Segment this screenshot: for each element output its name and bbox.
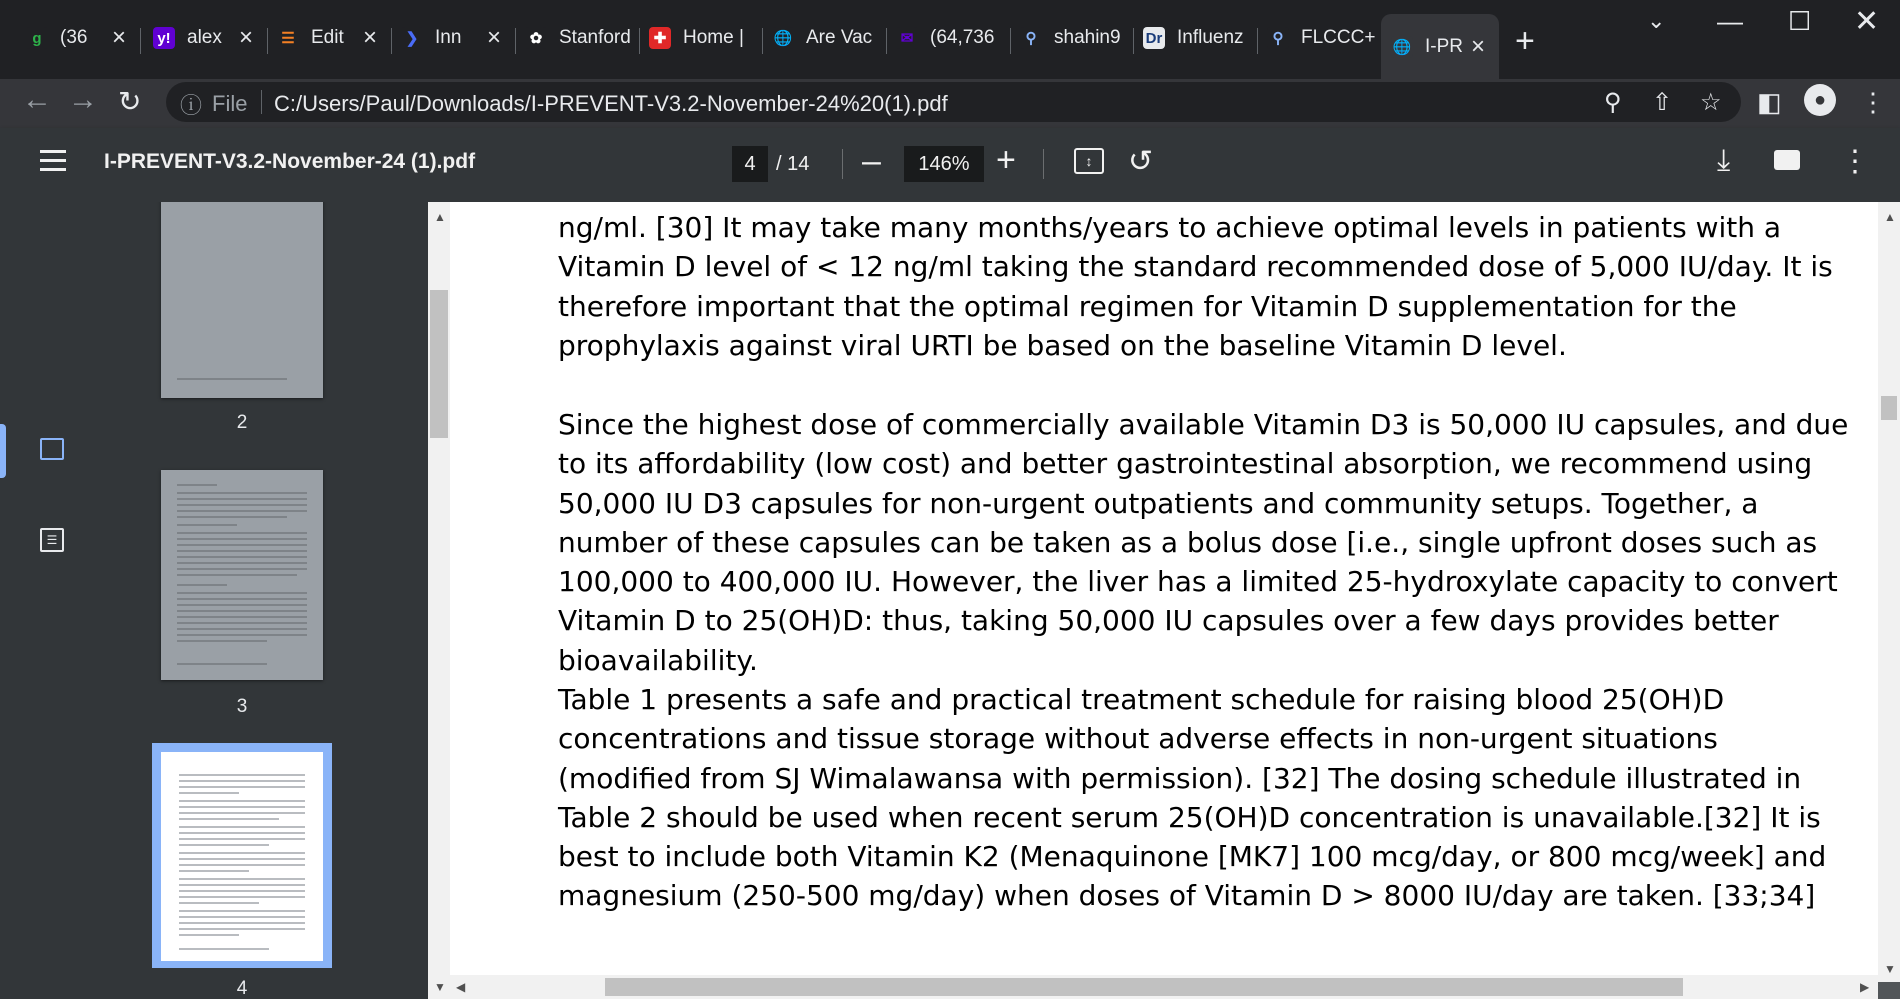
profile-avatar[interactable]: ● [1804,84,1836,116]
globe-icon: 🌐 [772,27,794,49]
pdf-more-icon[interactable]: ⋮ [1840,145,1870,178]
back-button[interactable]: ← [22,83,52,116]
tab-search-icon[interactable]: ⌄ [1647,8,1666,33]
zoom-level-input[interactable]: 146% [904,146,984,182]
page-thumbnail-3[interactable] [161,470,323,680]
reload-button[interactable]: ↻ [118,86,142,117]
address-bar[interactable] [166,82,1741,122]
page-total: / 14 [776,153,810,175]
page-thumbnail-2[interactable] [161,202,323,398]
forward-button[interactable]: → [68,83,98,116]
close-window-button[interactable]: ✕ [1854,5,1880,38]
tab-title: I-PR [1425,35,1463,57]
thumbnail-page-number: 4 [236,978,248,999]
page-thumbnail-4[interactable] [161,752,323,961]
maximize-button[interactable]: ☐ [1788,6,1812,36]
omnibox-divider [261,90,262,114]
sidebar-menu-icon[interactable] [40,150,66,172]
browser-tab[interactable] [391,20,515,56]
tab-title: Edit [311,27,344,48]
thumbnails-selected-indicator [0,424,6,478]
tab-title: (64,736 [930,27,995,48]
document-horizontal-scrollbar[interactable] [450,975,1878,999]
browser-tab[interactable] [639,20,762,56]
scroll-down-arrow[interactable]: ▼ [1884,962,1896,976]
tab-title: Home | [683,27,744,48]
tab-title: shahin9 [1054,27,1121,48]
tab-title: Stanford [559,27,631,48]
tab-separator [140,28,141,54]
tab-title: FLCCC+ [1301,27,1376,48]
browser-toolbar [0,79,1900,128]
tab-strip [0,0,1900,79]
tab-close-icon[interactable]: × [362,24,377,51]
tab-title: Influenz [1177,27,1244,48]
tab-close-icon[interactable]: × [486,24,501,51]
thumbnails-icon[interactable] [40,438,64,460]
plus-icon: ✚ [649,27,671,49]
side-panel-icon[interactable]: ◧ [1757,87,1782,117]
tab-favicon-icon: Dr [1143,27,1165,49]
thumbnail-page-number: 3 [236,696,248,717]
flame-icon: ✿ [525,27,547,49]
browser-tab[interactable] [267,20,391,56]
zoom-out-button[interactable]: – [862,142,881,180]
document-scrollbar-thumb[interactable] [1881,396,1897,420]
download-icon[interactable]: ⤓ [1717,144,1731,177]
pdf-toolbar [0,128,1900,202]
document-title: I-PREVENT-V3.2-November-24 (1).pdf [104,150,476,173]
tab-close-icon[interactable]: × [111,24,126,51]
url-text[interactable]: C:/Users/Paul/Downloads/I-PREVENT-V3.2-November-24%20(1).pdf [274,91,948,116]
globe-icon: 🌐 [1391,36,1413,58]
outline-icon[interactable]: ☰ [40,528,64,552]
horizontal-scrollbar-thumb[interactable] [605,978,1683,996]
search-icon: ⚲ [1020,27,1042,49]
browser-tab[interactable] [143,20,267,56]
tab-title: Are Vac [806,27,873,48]
browser-tab[interactable] [1381,14,1499,79]
mail-icon: ✉ [896,27,918,49]
scroll-right-arrow[interactable]: ▶ [1860,980,1870,994]
scroll-down-arrow[interactable]: ▼ [434,980,446,994]
tab-title: Inn [435,27,462,48]
scroll-up-arrow[interactable]: ▲ [1884,210,1896,224]
tab-close-icon[interactable]: × [1470,32,1485,60]
info-icon[interactable]: ⓘ [180,93,203,118]
toolbar-divider [1043,149,1044,179]
thumbnail-sidebar [0,202,428,999]
tab-title: (36 [60,27,88,48]
print-icon[interactable] [1774,150,1800,170]
tab-favicon-icon: y! [153,27,175,49]
browser-menu-icon[interactable]: ⋮ [1860,87,1886,117]
pdf-page [450,202,1878,982]
chevron-icon: ❯ [401,27,423,49]
thumbnail-page-number: 2 [236,412,248,433]
tab-favicon-icon: g [26,27,48,49]
tab-title: alex [187,27,222,48]
bookmark-star-icon[interactable]: ☆ [1700,89,1722,116]
browser-tab[interactable] [1133,20,1257,56]
paragraph-3: Table 1 presents a safe and practical treatment schedule for raising blood 25(OH)D concentrations and tissue storage without adverse effects in non-urgent situations (modified from SJ Wimalawansa with permission). [32] The dosing schedule illustrated in Table 2 should be used when recent serum 25(OH)D concentration is unavailable.[32] It is best to include both Vitamin K2 (Menaquinone [MK7] 100 mcg/day, or 800 mcg/week] and magnesium (250-500 mg/day) when doses of Vitamin D > 8000 IU/day are taken. [33;34] [558,683,1827,913]
search-icon: ⚲ [1267,27,1289,49]
paragraph-1: ng/ml. [30] It may take many months/years to achieve optimal levels in patients with a Vitamin D level of < 12 ng/ml taking the standard recommended dose of 5,000 IU/day. It is therefore important that the optimal regimen for Vitamin D supplementation for the prophylaxis against viral URTI be based on the baseline Vitamin D level. [558,211,1833,362]
sidebar-scrollbar[interactable] [428,202,450,999]
page-number-input[interactable]: 4 [732,146,768,182]
tab-close-icon[interactable]: × [238,24,253,51]
document-vertical-scrollbar[interactable] [1878,202,1900,982]
browser-tab[interactable] [762,20,886,56]
stack-icon: ☰ [277,27,299,49]
zoom-in-button[interactable]: + [996,141,1016,179]
toolbar-divider [842,149,843,179]
new-tab-button[interactable]: + [1515,22,1535,60]
browser-tab[interactable] [1257,20,1381,56]
sidebar-scrollbar-thumb[interactable] [430,290,448,438]
browser-tab[interactable] [1010,20,1133,56]
zoom-icon[interactable]: ⚲ [1604,89,1622,116]
scroll-left-arrow[interactable]: ◀ [456,980,466,994]
fit-to-page-icon[interactable]: ↕ [1074,148,1104,174]
minimize-button[interactable]: — [1717,6,1743,36]
browser-tab[interactable] [515,20,639,56]
browser-tab[interactable] [886,20,1010,56]
browser-tab[interactable] [16,20,140,56]
scheme-label: File [212,91,248,116]
share-icon[interactable]: ⇧ [1652,89,1673,116]
rotate-icon[interactable]: ↺ [1128,145,1154,178]
scroll-up-arrow[interactable]: ▲ [434,210,446,224]
paragraph-2: Since the highest dose of commercially available Vitamin D3 is 50,000 IU capsules, and due to its affordability (low cost) and better gastrointestinal absorption, we recommend using 50,000 IU D3 capsules for non-urgent outpatients and community setups. Together, a number of these capsules can be taken as a bolus dose [i.e., single upfront doses such as 100,000 to 400,000 IU. However, the liver has a limited 25-hydroxylate capacity to convert Vitamin D to 25(OH)D: thus, taking 50,000 IU capsules over a few days provides better bioavailability. [558,408,1849,677]
